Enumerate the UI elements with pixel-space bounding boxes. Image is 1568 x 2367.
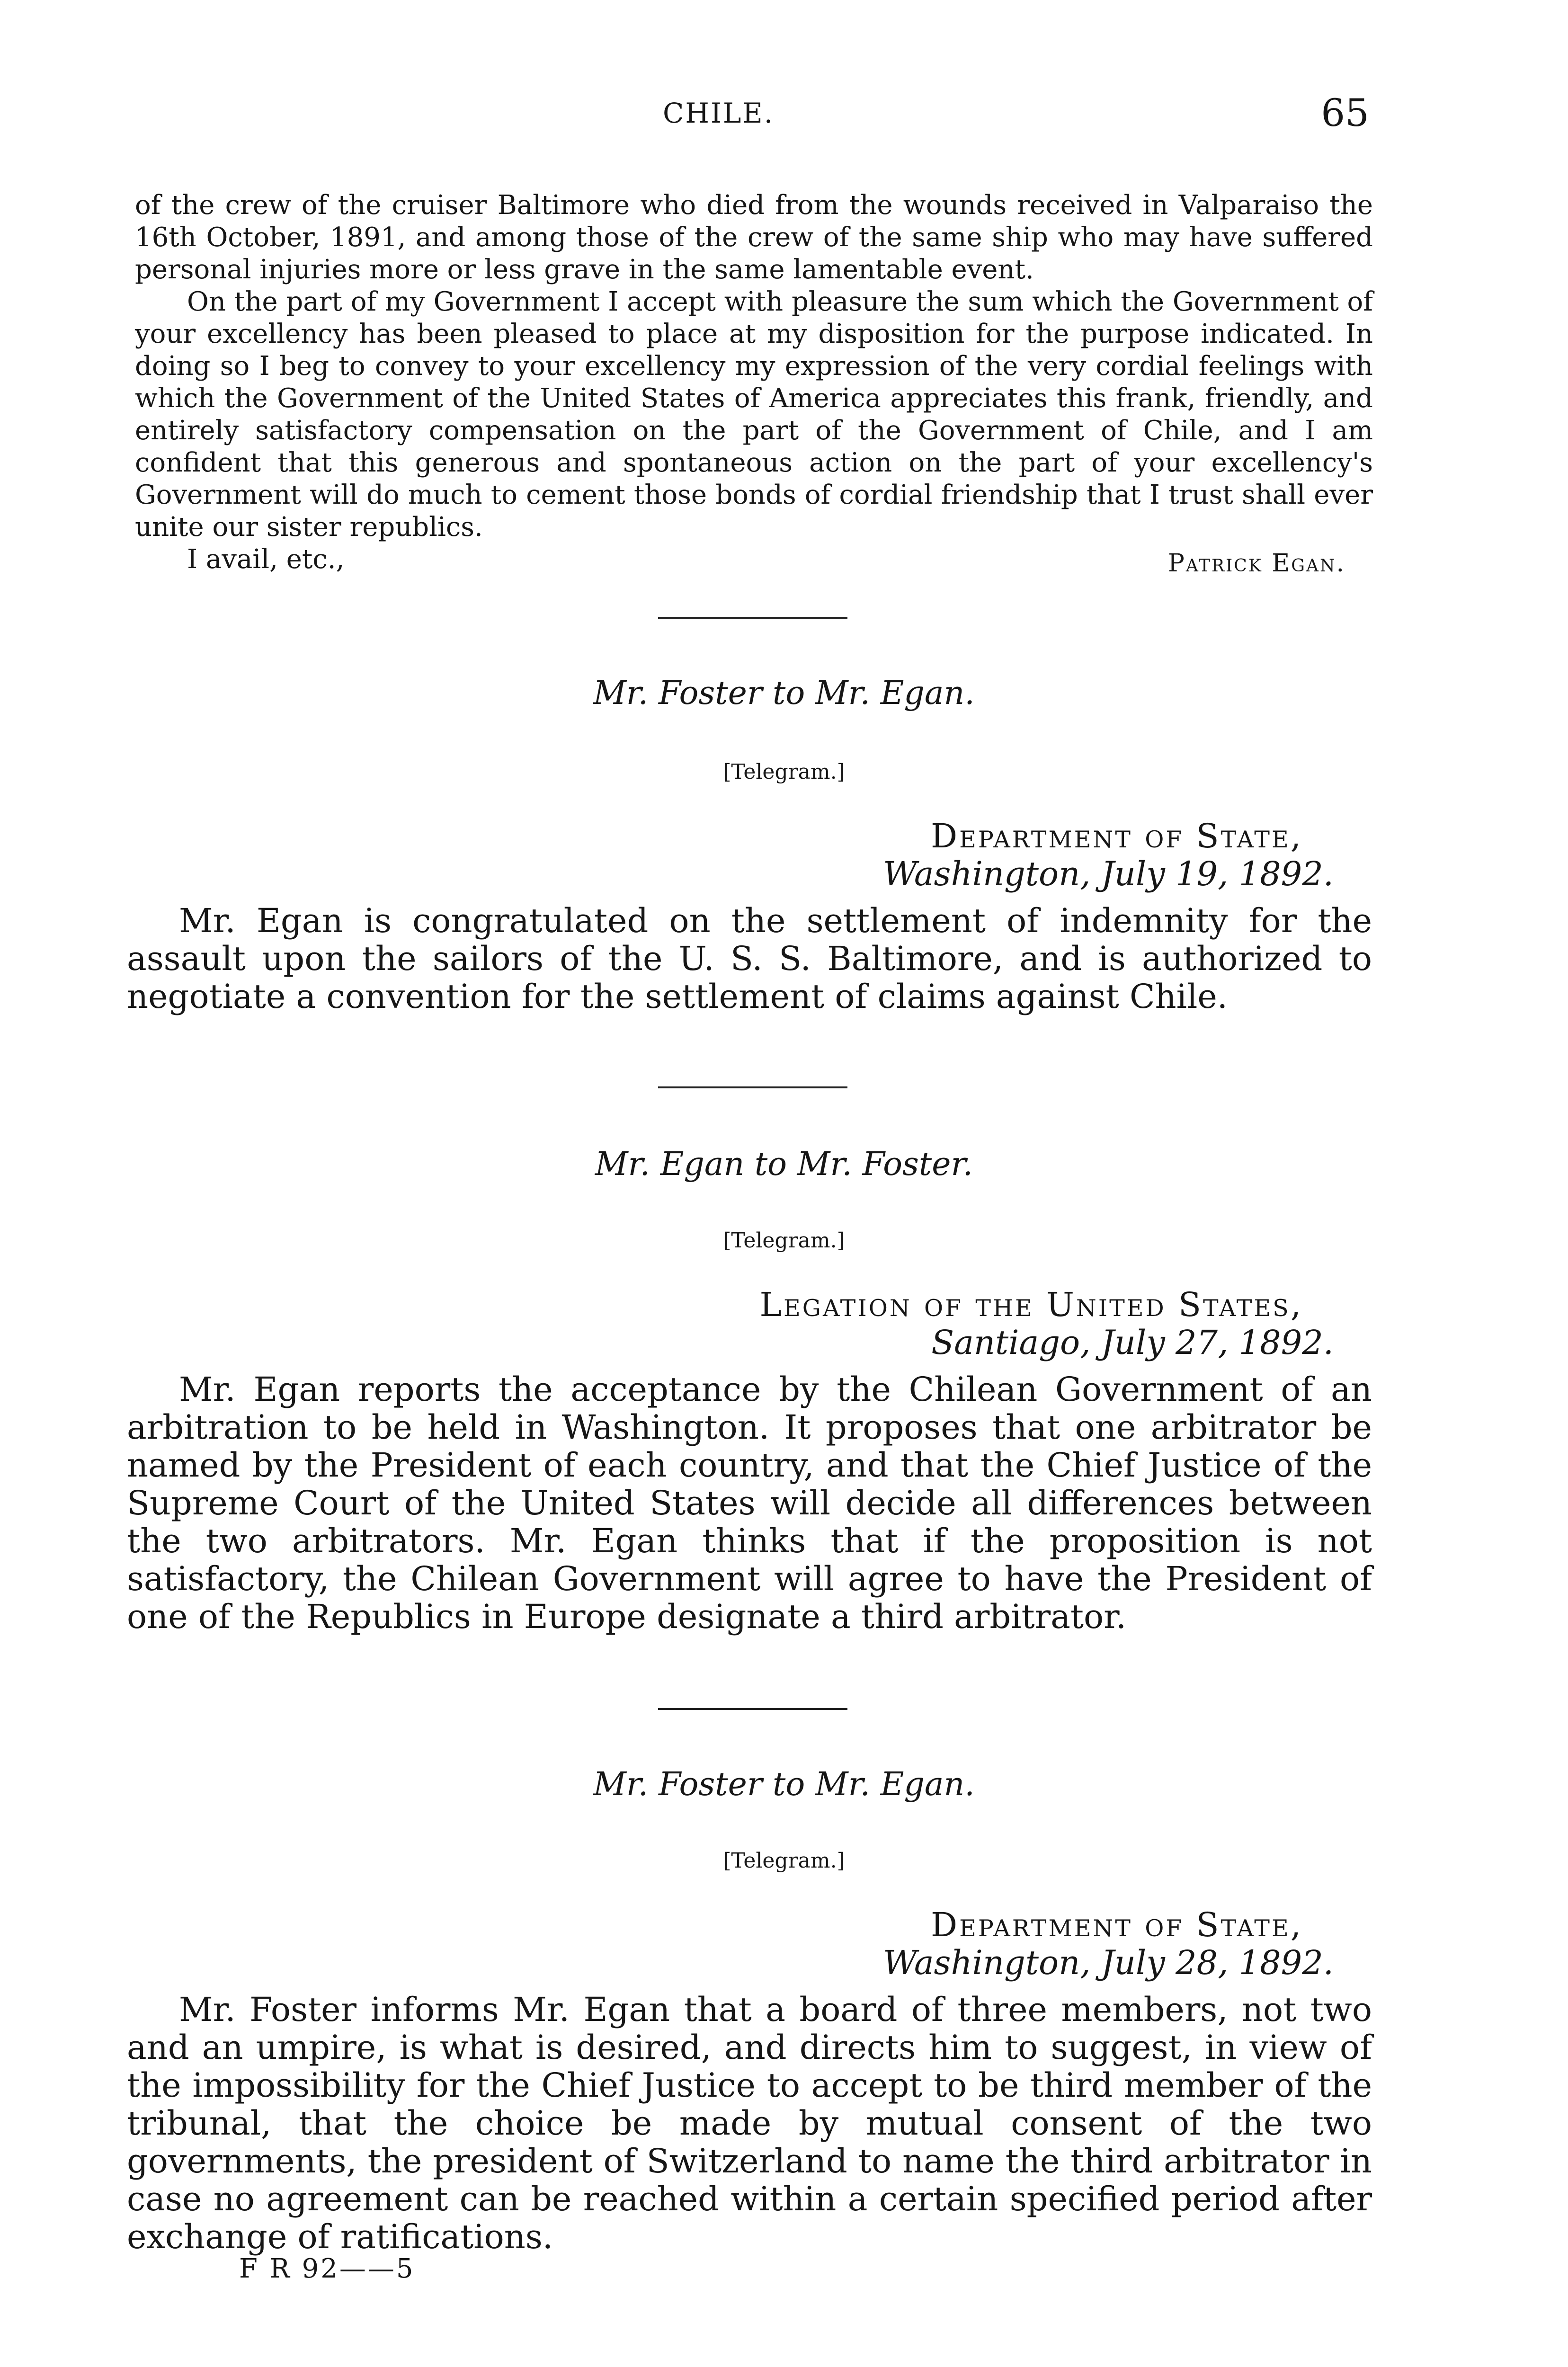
section-body-2 [127, 1370, 1372, 1636]
signature-mark: F R 92——5 [239, 2253, 415, 2284]
dateline-place-3: Department of State, [930, 1905, 1303, 1944]
section-heading-3: Mr. Foster to Mr. Egan. [593, 1766, 975, 1803]
dateline-date-3: Washington, July 28, 1892. [882, 1943, 1334, 1982]
dateline-date-2: Santiago, July 27, 1892. [931, 1323, 1334, 1362]
section-divider [658, 1086, 847, 1088]
continuation-paragraph: of the crew of the cruiser Baltimore who died from the wounds received in Valparaiso the 16th October, 1891, and among those of the crew of the same ship who may have suffered personal injuries more or less grave in the same lamentable event. [135, 190, 1373, 285]
body-paragraph-3: Mr. Foster informs Mr. Egan that a board of three members, not two and an umpire, is what is desired, and directs him to suggest, in view of the impossibility for the Chief Justice to accept to be third member of the tribunal, that the choice be made by mutual consent of the two governments, the president of Switzerland to name the third arbitrator in case no agreement can be reached within a certain specified period after exchange of ratifications. [127, 1990, 1372, 2256]
section-body-3 [127, 1991, 1372, 2256]
telegram-note-1: [Telegram.] [723, 760, 845, 784]
section-divider [658, 617, 847, 619]
dateline-place-2: Legation of the United States, [759, 1285, 1303, 1324]
dateline-date-1: Washington, July 19, 1892. [882, 854, 1334, 893]
section-body-1 [127, 902, 1372, 1015]
signature: Patrick Egan. [1167, 549, 1345, 578]
telegram-note-3: [Telegram.] [723, 1849, 845, 1873]
body-paragraph-2: Mr. Egan reports the acceptance by the Chilean Government of an arbitration to be held in Washington. It proposes that one arbitrator be named by the President of each country, and that the Chief Justice of the Supreme Court of the United States will decide all differences between the two arbitrators. Mr. Egan thinks that if the proposition is not satisfactory, the Chilean Government will agree to have the President of one of the Republics in Europe designate a third arbitrator. [127, 1370, 1372, 1636]
acceptance-paragraph: On the part of my Government I accept with pleasure the sum which the Government of your excellency has been pleased to place at my disposition for the purpose indicated. In doing so I beg to convey to your excellency my expression of the very cordial feelings with which the Government of the United States of America appreciates this frank, friendly, and entirely satisfactory compensation on the part of the Government of Chile, and I am confident that this generous and spontaneous action on the part of your excellency's Government will do much to cement those bonds of cordial friendship that I trust shall ever unite our sister republics. [135, 286, 1373, 543]
body-paragraph-1: Mr. Egan is congratulated on the settlement of indemnity for the assault upon the sailors of the U. S. S. Baltimore, and is authorized to negotiate a convention for the settlement of claims against Chile. [127, 901, 1372, 1016]
telegram-note-2: [Telegram.] [723, 1228, 845, 1253]
running-title: CHILE. [663, 97, 775, 129]
section-heading-1: Mr. Foster to Mr. Egan. [593, 675, 975, 712]
closing-phrase: I avail, etc., [187, 544, 345, 575]
section-divider [658, 1708, 847, 1710]
dateline-place-1: Department of State, [930, 817, 1303, 855]
letter-continuation [135, 189, 1373, 576]
page-number: 65 [1321, 91, 1369, 135]
section-heading-2: Mr. Egan to Mr. Foster. [595, 1146, 973, 1183]
